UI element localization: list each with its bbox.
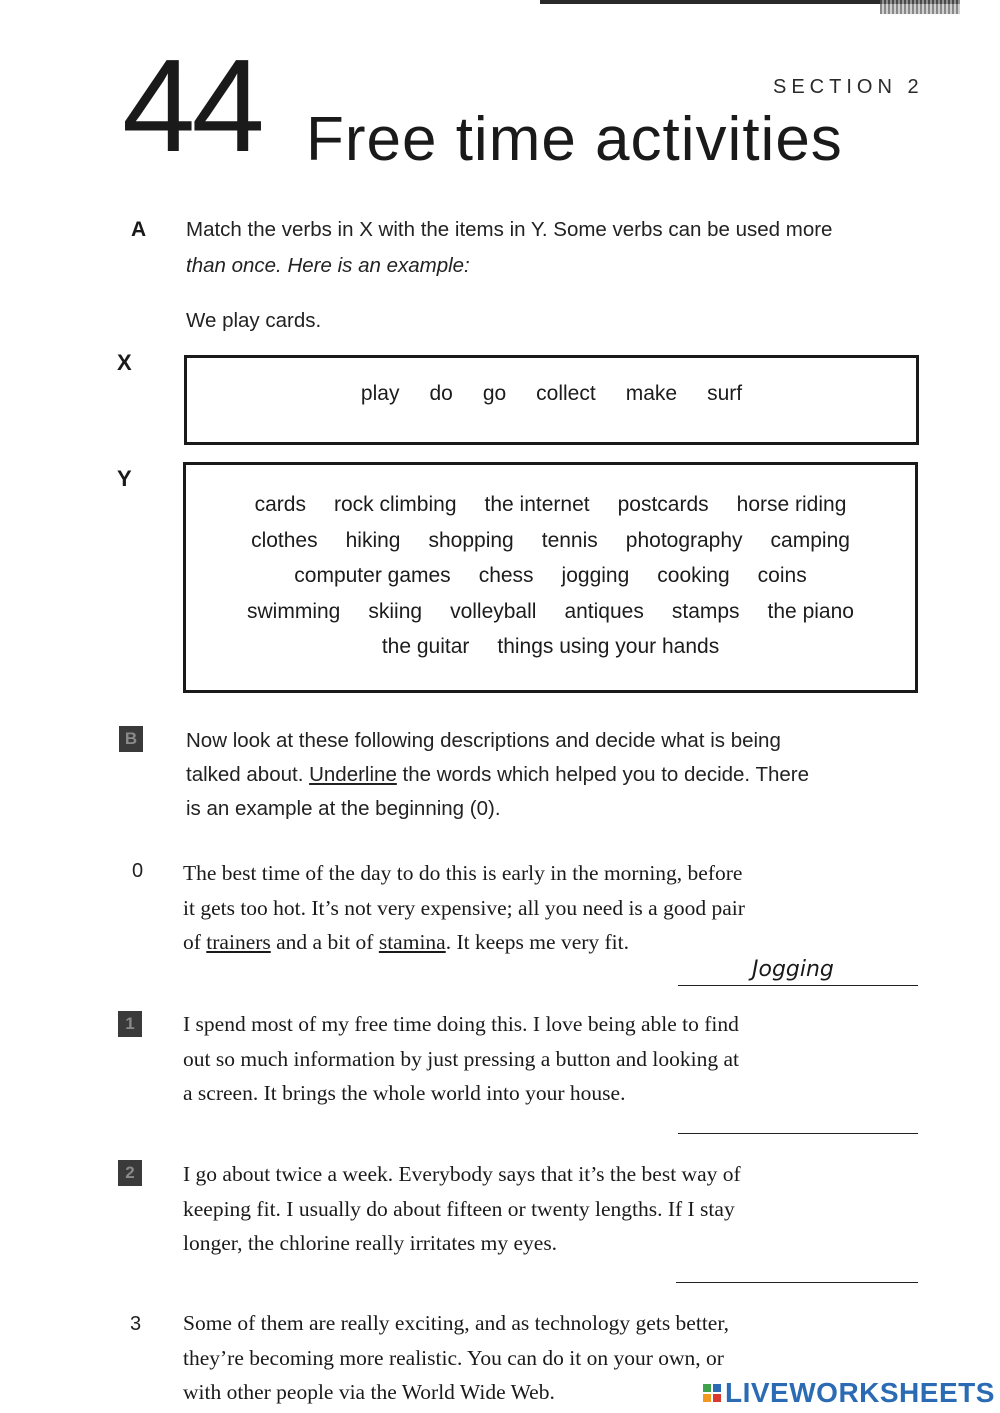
items-box bbox=[183, 462, 918, 693]
item: postcards bbox=[617, 493, 709, 516]
item: photography bbox=[625, 528, 743, 552]
exercise-b-instruction-line-2 bbox=[186, 758, 809, 792]
exercise-b-instruction-line-3: is an example at the beginning (0). bbox=[186, 797, 501, 820]
item: clothes bbox=[251, 528, 318, 552]
answer-line-0 bbox=[678, 985, 918, 986]
item: skiing bbox=[368, 599, 423, 623]
underlined-word: stamina bbox=[378, 930, 446, 954]
description-line: longer, the chlorine really irritates my eyes. bbox=[183, 1231, 558, 1255]
item: volleyball bbox=[450, 599, 537, 623]
verb: surf bbox=[707, 382, 743, 405]
unit-number: 44 bbox=[122, 32, 261, 179]
items-row bbox=[206, 629, 895, 665]
description-0-text bbox=[183, 856, 923, 960]
description-line: Some of them are really exciting, and as technology gets better, bbox=[183, 1311, 730, 1335]
verbs-box bbox=[184, 355, 919, 445]
exercise-a-instruction-line-1: Match the verbs in X with the items in Y. Some verbs can be used more bbox=[186, 218, 833, 241]
description-1-badge bbox=[118, 1011, 142, 1037]
item: cooking bbox=[657, 564, 730, 587]
item: antiques bbox=[564, 599, 644, 623]
answer-line-2[interactable] bbox=[676, 1282, 918, 1283]
item: shopping bbox=[428, 528, 514, 552]
item: computer games bbox=[294, 564, 451, 587]
item: the internet bbox=[484, 493, 590, 516]
item: the piano bbox=[767, 599, 854, 623]
text-segment: . It keeps me very fit. bbox=[445, 930, 630, 954]
item: chess bbox=[478, 564, 534, 587]
items-row bbox=[206, 594, 895, 630]
liveworksheets-logo-icon bbox=[703, 1384, 721, 1402]
item: swimming bbox=[247, 599, 341, 623]
description-1-text bbox=[183, 1007, 923, 1111]
verb: do bbox=[429, 382, 453, 405]
description-2-badge bbox=[118, 1160, 142, 1186]
unit-title: Free time activities bbox=[306, 105, 843, 174]
description-number: 1 bbox=[125, 1014, 135, 1033]
liveworksheets-watermark bbox=[703, 1377, 995, 1409]
item: rock climbing bbox=[333, 493, 457, 516]
description-line: I go about twice a week. Everybody says that it’s the best way of bbox=[183, 1162, 741, 1186]
item: tennis bbox=[541, 528, 598, 552]
text-segment: and a bit of bbox=[270, 930, 379, 954]
text-segment: talked about. bbox=[186, 763, 310, 786]
exercise-b-instruction-line-1: Now look at these following descriptions and decide what is being bbox=[186, 729, 781, 752]
exercise-a-letter: A bbox=[131, 218, 147, 241]
verb: play bbox=[360, 382, 400, 405]
verbs-list bbox=[187, 382, 916, 406]
description-line bbox=[183, 925, 923, 960]
description-number: 0 bbox=[132, 860, 144, 882]
item: stamps bbox=[671, 599, 740, 623]
underlined-word: trainers bbox=[206, 930, 271, 954]
description-number: 3 bbox=[130, 1313, 142, 1335]
answer-line-1[interactable] bbox=[678, 1133, 918, 1134]
item: things using your hands bbox=[497, 635, 720, 658]
item: cards bbox=[254, 493, 306, 516]
verb: make bbox=[625, 382, 678, 405]
items-row bbox=[206, 558, 895, 594]
watermark-text: LIVEWORKSHEETS bbox=[725, 1377, 995, 1408]
text-segment: the words which helped you to decide. There bbox=[396, 763, 809, 786]
answer-0: Jogging bbox=[752, 957, 834, 982]
exercise-a-example: We play cards. bbox=[186, 309, 322, 332]
description-2-text bbox=[183, 1157, 923, 1261]
item: camping bbox=[770, 528, 850, 552]
description-line: keeping fit. I usually do about fifteen or twenty lengths. If I stay bbox=[183, 1196, 735, 1221]
item: hiking bbox=[345, 528, 401, 552]
item: jogging bbox=[561, 564, 630, 587]
description-line: they’re becoming more realistic. You can do it on your own, or bbox=[183, 1345, 724, 1370]
items-list bbox=[206, 487, 895, 665]
description-line: with other people via the World Wide Web. bbox=[183, 1380, 555, 1404]
item: coins bbox=[757, 564, 807, 587]
items-row bbox=[206, 523, 895, 559]
verb: collect bbox=[536, 382, 596, 405]
box-y-label: Y bbox=[117, 466, 132, 491]
description-line: out so much information by just pressing a button and looking at bbox=[183, 1046, 739, 1071]
section-label: SECTION 2 bbox=[773, 76, 924, 98]
box-x-label: X bbox=[117, 350, 132, 375]
text-segment: of bbox=[183, 930, 207, 954]
underlined-word: Underline bbox=[309, 763, 397, 786]
item: the guitar bbox=[381, 635, 470, 658]
description-line: a screen. It brings the whole world into your house. bbox=[183, 1081, 626, 1105]
exercise-a-instruction-line-2: than once. Here is an example: bbox=[186, 254, 470, 277]
items-row bbox=[206, 487, 895, 523]
description-line: The best time of the day to do this is early in the morning, before bbox=[183, 861, 743, 885]
description-line: I spend most of my free time doing this. I love being able to find bbox=[183, 1012, 739, 1036]
scan-noise bbox=[880, 0, 960, 14]
description-number: 2 bbox=[125, 1163, 135, 1182]
exercise-b-badge bbox=[119, 726, 143, 752]
exercise-b-letter: B bbox=[124, 729, 138, 748]
verb: go bbox=[482, 382, 507, 405]
description-line: it gets too hot. It’s not very expensive; all you need is a good pair bbox=[183, 895, 745, 920]
item: horse riding bbox=[736, 493, 847, 516]
